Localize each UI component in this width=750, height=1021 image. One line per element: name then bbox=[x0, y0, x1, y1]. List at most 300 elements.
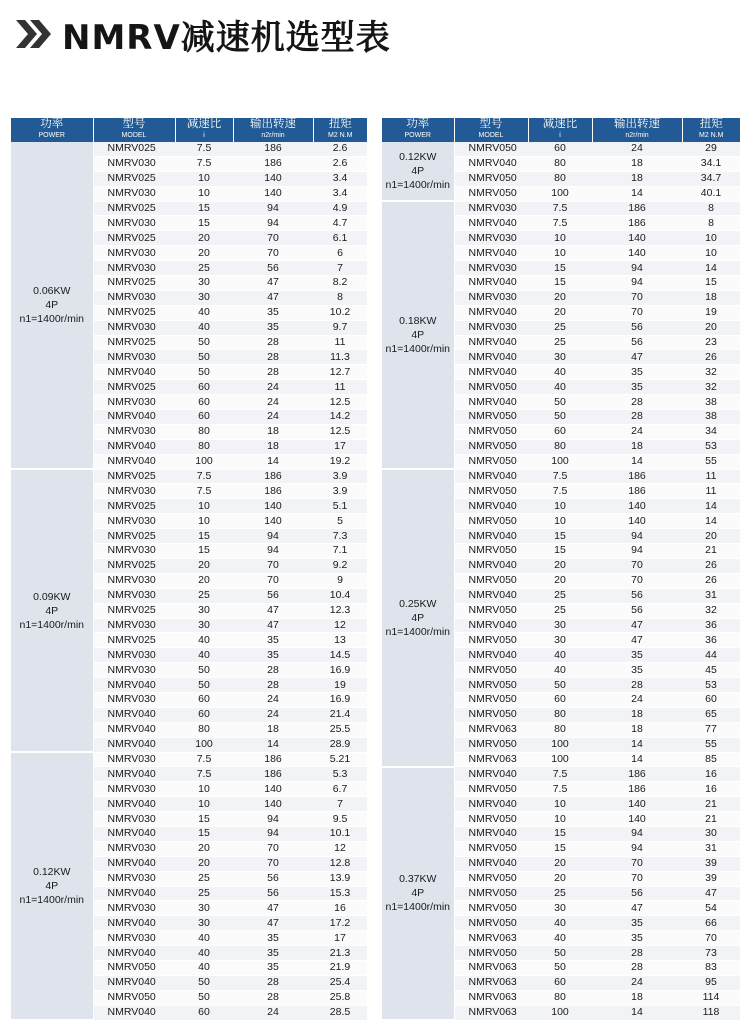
speed-cell: 186 bbox=[233, 484, 313, 499]
ratio-cell: 25 bbox=[175, 588, 233, 603]
ratio-cell: 60 bbox=[175, 395, 233, 410]
power-line: n1=1400r/min bbox=[385, 901, 450, 914]
torque-cell: 20 bbox=[682, 529, 740, 544]
torque-cell: 32 bbox=[682, 365, 740, 380]
speed-cell: 186 bbox=[592, 484, 682, 499]
model-cell: NMRV030 bbox=[454, 320, 528, 335]
speed-cell: 24 bbox=[592, 692, 682, 707]
torque-cell: 44 bbox=[682, 648, 740, 663]
ratio-cell: 15 bbox=[528, 276, 592, 291]
torque-cell: 6 bbox=[313, 246, 367, 261]
torque-cell: 70 bbox=[682, 931, 740, 946]
torque-cell: 38 bbox=[682, 410, 740, 425]
model-cell: NMRV040 bbox=[93, 946, 175, 961]
ratio-cell: 25 bbox=[528, 603, 592, 618]
speed-cell: 94 bbox=[233, 216, 313, 231]
model-cell: NMRV025 bbox=[93, 558, 175, 573]
speed-cell: 47 bbox=[233, 916, 313, 931]
ratio-cell: 80 bbox=[528, 171, 592, 186]
model-cell: NMRV050 bbox=[454, 678, 528, 693]
torque-cell: 12.5 bbox=[313, 395, 367, 410]
ratio-cell: 10 bbox=[175, 186, 233, 201]
speed-cell: 14 bbox=[592, 454, 682, 469]
torque-cell: 16 bbox=[682, 767, 740, 782]
ratio-cell: 7.5 bbox=[175, 156, 233, 171]
table-header-row bbox=[11, 118, 367, 142]
speed-cell: 186 bbox=[592, 469, 682, 484]
ratio-cell: 50 bbox=[175, 365, 233, 380]
torque-cell: 73 bbox=[682, 946, 740, 961]
power-line: n1=1400r/min bbox=[19, 313, 84, 326]
power-line: 4P bbox=[45, 299, 59, 312]
torque-cell: 18 bbox=[682, 290, 740, 305]
power-line: 4P bbox=[411, 612, 425, 624]
table-row bbox=[382, 767, 740, 782]
model-cell: NMRV040 bbox=[454, 246, 528, 261]
speed-cell: 28 bbox=[233, 335, 313, 350]
ratio-cell: 100 bbox=[528, 186, 592, 201]
ratio-cell: 25 bbox=[528, 886, 592, 901]
model-cell: NMRV040 bbox=[93, 410, 175, 425]
model-cell: NMRV040 bbox=[93, 767, 175, 782]
power-cell bbox=[382, 767, 454, 1020]
torque-cell: 6.7 bbox=[313, 782, 367, 797]
ratio-cell: 25 bbox=[528, 335, 592, 350]
speed-cell: 94 bbox=[592, 544, 682, 559]
speed-cell: 140 bbox=[592, 812, 682, 827]
model-cell: NMRV040 bbox=[93, 439, 175, 454]
power-cell bbox=[382, 469, 454, 767]
ratio-cell: 10 bbox=[528, 514, 592, 529]
speed-cell: 47 bbox=[592, 633, 682, 648]
selection-table-right bbox=[382, 118, 740, 1021]
ratio-cell: 80 bbox=[528, 990, 592, 1005]
ratio-cell: 80 bbox=[175, 424, 233, 439]
speed-cell: 140 bbox=[592, 514, 682, 529]
model-cell: NMRV040 bbox=[454, 350, 528, 365]
ratio-cell: 40 bbox=[175, 648, 233, 663]
ratio-cell: 7.5 bbox=[528, 782, 592, 797]
power-line: 0.06KW bbox=[33, 285, 71, 298]
torque-cell: 4.9 bbox=[313, 201, 367, 216]
torque-cell: 36 bbox=[682, 633, 740, 648]
table-row bbox=[11, 752, 367, 767]
model-cell: NMRV040 bbox=[454, 216, 528, 231]
model-cell: NMRV063 bbox=[454, 990, 528, 1005]
speed-cell: 24 bbox=[592, 975, 682, 990]
model-cell: NMRV030 bbox=[93, 186, 175, 201]
ratio-cell: 10 bbox=[175, 782, 233, 797]
model-cell: NMRV050 bbox=[454, 871, 528, 886]
speed-cell: 14 bbox=[592, 752, 682, 767]
table-header-row bbox=[382, 118, 740, 142]
model-cell: NMRV050 bbox=[454, 692, 528, 707]
model-cell: NMRV063 bbox=[454, 931, 528, 946]
torque-cell: 19 bbox=[313, 678, 367, 693]
speed-cell: 94 bbox=[592, 529, 682, 544]
model-cell: NMRV063 bbox=[454, 752, 528, 767]
torque-cell: 5.21 bbox=[313, 752, 367, 767]
speed-cell: 56 bbox=[233, 886, 313, 901]
torque-cell: 26 bbox=[682, 350, 740, 365]
speed-cell: 35 bbox=[592, 916, 682, 931]
speed-cell: 18 bbox=[592, 171, 682, 186]
speed-cell: 24 bbox=[233, 692, 313, 707]
model-cell: NMRV040 bbox=[93, 856, 175, 871]
ratio-cell: 15 bbox=[175, 529, 233, 544]
model-cell: NMRV040 bbox=[93, 1005, 175, 1020]
torque-cell: 28.9 bbox=[313, 737, 367, 752]
speed-cell: 28 bbox=[592, 410, 682, 425]
speed-cell: 186 bbox=[592, 767, 682, 782]
power-cell bbox=[382, 201, 454, 469]
speed-cell: 28 bbox=[233, 663, 313, 678]
model-cell: NMRV030 bbox=[454, 201, 528, 216]
torque-cell: 3.4 bbox=[313, 186, 367, 201]
model-cell: NMRV030 bbox=[93, 395, 175, 410]
speed-cell: 70 bbox=[592, 856, 682, 871]
ratio-cell: 10 bbox=[175, 514, 233, 529]
torque-cell: 53 bbox=[682, 439, 740, 454]
ratio-cell: 15 bbox=[528, 529, 592, 544]
torque-cell: 21 bbox=[682, 812, 740, 827]
speed-cell: 70 bbox=[592, 290, 682, 305]
model-cell: NMRV025 bbox=[93, 171, 175, 186]
speed-cell: 70 bbox=[592, 871, 682, 886]
power-line: 4P bbox=[411, 329, 425, 342]
speed-cell: 47 bbox=[592, 618, 682, 633]
power-line: 0.37KW bbox=[399, 873, 437, 886]
model-cell: NMRV030 bbox=[93, 648, 175, 663]
speed-cell: 140 bbox=[592, 499, 682, 514]
speed-cell: 94 bbox=[233, 529, 313, 544]
ratio-cell: 60 bbox=[528, 692, 592, 707]
model-cell: NMRV040 bbox=[454, 365, 528, 380]
model-cell: NMRV050 bbox=[454, 142, 528, 156]
model-cell: NMRV050 bbox=[454, 886, 528, 901]
torque-cell: 31 bbox=[682, 588, 740, 603]
power-line: n1=1400r/min bbox=[385, 343, 450, 356]
column-header-power: 功率 POWER bbox=[382, 118, 454, 142]
ratio-cell: 10 bbox=[528, 812, 592, 827]
table-row bbox=[382, 142, 740, 156]
table-row bbox=[382, 201, 740, 216]
ratio-cell: 100 bbox=[528, 454, 592, 469]
model-cell: NMRV025 bbox=[93, 603, 175, 618]
model-cell: NMRV030 bbox=[93, 290, 175, 305]
speed-cell: 47 bbox=[233, 290, 313, 305]
ratio-cell: 30 bbox=[175, 618, 233, 633]
speed-cell: 94 bbox=[592, 826, 682, 841]
ratio-cell: 40 bbox=[528, 931, 592, 946]
ratio-cell: 100 bbox=[175, 737, 233, 752]
ratio-cell: 30 bbox=[528, 901, 592, 916]
speed-cell: 35 bbox=[233, 931, 313, 946]
model-cell: NMRV040 bbox=[454, 826, 528, 841]
model-cell: NMRV050 bbox=[454, 410, 528, 425]
torque-cell: 34.7 bbox=[682, 171, 740, 186]
model-cell: NMRV040 bbox=[454, 558, 528, 573]
model-cell: NMRV030 bbox=[93, 246, 175, 261]
ratio-cell: 20 bbox=[528, 558, 592, 573]
ratio-cell: 7.5 bbox=[528, 767, 592, 782]
model-cell: NMRV040 bbox=[93, 707, 175, 722]
speed-cell: 35 bbox=[592, 931, 682, 946]
torque-cell: 25.8 bbox=[313, 990, 367, 1005]
torque-cell: 14.5 bbox=[313, 648, 367, 663]
ratio-cell: 20 bbox=[175, 558, 233, 573]
ratio-cell: 7.5 bbox=[528, 201, 592, 216]
ratio-cell: 30 bbox=[528, 618, 592, 633]
speed-cell: 47 bbox=[592, 350, 682, 365]
speed-cell: 47 bbox=[592, 901, 682, 916]
speed-cell: 140 bbox=[233, 171, 313, 186]
speed-cell: 70 bbox=[233, 856, 313, 871]
model-cell: NMRV040 bbox=[93, 797, 175, 812]
ratio-cell: 20 bbox=[175, 231, 233, 246]
ratio-cell: 50 bbox=[175, 663, 233, 678]
model-cell: NMRV040 bbox=[93, 454, 175, 469]
speed-cell: 47 bbox=[233, 603, 313, 618]
ratio-cell: 100 bbox=[528, 752, 592, 767]
torque-cell: 32 bbox=[682, 603, 740, 618]
ratio-cell: 30 bbox=[528, 350, 592, 365]
model-cell: NMRV050 bbox=[454, 841, 528, 856]
speed-cell: 28 bbox=[233, 990, 313, 1005]
model-cell: NMRV025 bbox=[93, 305, 175, 320]
model-cell: NMRV025 bbox=[93, 276, 175, 291]
torque-cell: 12.8 bbox=[313, 856, 367, 871]
torque-cell: 12 bbox=[313, 841, 367, 856]
torque-cell: 2.6 bbox=[313, 142, 367, 156]
torque-cell: 9 bbox=[313, 573, 367, 588]
torque-cell: 40.1 bbox=[682, 186, 740, 201]
torque-cell: 26 bbox=[682, 573, 740, 588]
power-line: n1=1400r/min bbox=[385, 179, 450, 192]
torque-cell: 8 bbox=[313, 290, 367, 305]
torque-cell: 9.5 bbox=[313, 812, 367, 827]
torque-cell: 17.2 bbox=[313, 916, 367, 931]
ratio-cell: 20 bbox=[175, 841, 233, 856]
torque-cell: 19.2 bbox=[313, 454, 367, 469]
speed-cell: 18 bbox=[592, 722, 682, 737]
model-cell: NMRV040 bbox=[93, 886, 175, 901]
power-line: n1=1400r/min bbox=[19, 618, 84, 631]
torque-cell: 21.9 bbox=[313, 960, 367, 975]
torque-cell: 16.9 bbox=[313, 663, 367, 678]
speed-cell: 186 bbox=[233, 767, 313, 782]
speed-cell: 186 bbox=[592, 216, 682, 231]
torque-cell: 2.6 bbox=[313, 156, 367, 171]
torque-cell: 10 bbox=[682, 246, 740, 261]
speed-cell: 18 bbox=[592, 156, 682, 171]
ratio-cell: 15 bbox=[528, 544, 592, 559]
ratio-cell: 40 bbox=[528, 916, 592, 931]
speed-cell: 94 bbox=[592, 841, 682, 856]
torque-cell: 45 bbox=[682, 663, 740, 678]
model-cell: NMRV030 bbox=[93, 871, 175, 886]
model-cell: NMRV030 bbox=[454, 290, 528, 305]
model-cell: NMRV030 bbox=[93, 156, 175, 171]
speed-cell: 70 bbox=[233, 573, 313, 588]
torque-cell: 3.9 bbox=[313, 469, 367, 484]
model-cell: NMRV040 bbox=[454, 648, 528, 663]
model-cell: NMRV050 bbox=[454, 424, 528, 439]
model-cell: NMRV063 bbox=[454, 1005, 528, 1020]
ratio-cell: 40 bbox=[175, 633, 233, 648]
speed-cell: 24 bbox=[233, 395, 313, 410]
torque-cell: 118 bbox=[682, 1005, 740, 1020]
torque-cell: 7 bbox=[313, 261, 367, 276]
speed-cell: 94 bbox=[233, 201, 313, 216]
model-cell: NMRV050 bbox=[454, 633, 528, 648]
column-header-torque: 扭矩 M2 N.M bbox=[313, 118, 367, 142]
torque-cell: 17 bbox=[313, 931, 367, 946]
ratio-cell: 50 bbox=[175, 678, 233, 693]
model-cell: NMRV040 bbox=[93, 722, 175, 737]
speed-cell: 14 bbox=[592, 186, 682, 201]
model-cell: NMRV030 bbox=[93, 663, 175, 678]
speed-cell: 35 bbox=[592, 663, 682, 678]
ratio-cell: 20 bbox=[528, 305, 592, 320]
torque-cell: 65 bbox=[682, 707, 740, 722]
torque-cell: 60 bbox=[682, 692, 740, 707]
model-cell: NMRV040 bbox=[454, 588, 528, 603]
torque-cell: 55 bbox=[682, 737, 740, 752]
torque-cell: 25.4 bbox=[313, 975, 367, 990]
ratio-cell: 80 bbox=[528, 156, 592, 171]
ratio-cell: 10 bbox=[528, 246, 592, 261]
ratio-cell: 50 bbox=[175, 335, 233, 350]
ratio-cell: 40 bbox=[528, 380, 592, 395]
model-cell: NMRV050 bbox=[454, 514, 528, 529]
model-cell: NMRV030 bbox=[93, 514, 175, 529]
model-cell: NMRV040 bbox=[454, 856, 528, 871]
model-cell: NMRV040 bbox=[93, 826, 175, 841]
speed-cell: 24 bbox=[592, 424, 682, 439]
power-line: 0.09KW bbox=[33, 590, 71, 603]
ratio-cell: 50 bbox=[175, 350, 233, 365]
torque-cell: 28.5 bbox=[313, 1005, 367, 1020]
speed-cell: 18 bbox=[592, 707, 682, 722]
torque-cell: 21.3 bbox=[313, 946, 367, 961]
speed-cell: 186 bbox=[233, 752, 313, 767]
model-cell: NMRV030 bbox=[454, 261, 528, 276]
speed-cell: 140 bbox=[592, 797, 682, 812]
model-cell: NMRV030 bbox=[93, 261, 175, 276]
column-header-model: 型号 MODEL bbox=[454, 118, 528, 142]
torque-cell: 34.1 bbox=[682, 156, 740, 171]
speed-cell: 28 bbox=[233, 365, 313, 380]
ratio-cell: 10 bbox=[175, 797, 233, 812]
speed-cell: 28 bbox=[233, 350, 313, 365]
speed-cell: 14 bbox=[233, 737, 313, 752]
ratio-cell: 7.5 bbox=[528, 484, 592, 499]
model-cell: NMRV030 bbox=[93, 931, 175, 946]
double-chevron-right-icon bbox=[14, 18, 54, 50]
ratio-cell: 30 bbox=[175, 901, 233, 916]
model-cell: NMRV030 bbox=[93, 350, 175, 365]
speed-cell: 56 bbox=[592, 886, 682, 901]
speed-cell: 35 bbox=[592, 380, 682, 395]
model-cell: NMRV025 bbox=[93, 499, 175, 514]
ratio-cell: 80 bbox=[528, 707, 592, 722]
torque-cell: 114 bbox=[682, 990, 740, 1005]
ratio-cell: 20 bbox=[175, 856, 233, 871]
torque-cell: 16 bbox=[682, 782, 740, 797]
torque-cell: 77 bbox=[682, 722, 740, 737]
torque-cell: 10.2 bbox=[313, 305, 367, 320]
torque-cell: 31 bbox=[682, 841, 740, 856]
model-cell: NMRV040 bbox=[454, 276, 528, 291]
speed-cell: 56 bbox=[233, 871, 313, 886]
speed-cell: 94 bbox=[592, 276, 682, 291]
speed-cell: 18 bbox=[233, 424, 313, 439]
model-cell: NMRV050 bbox=[454, 663, 528, 678]
ratio-cell: 20 bbox=[528, 290, 592, 305]
torque-cell: 8 bbox=[682, 216, 740, 231]
power-cell bbox=[382, 142, 454, 201]
torque-cell: 17 bbox=[313, 439, 367, 454]
model-cell: NMRV040 bbox=[93, 365, 175, 380]
ratio-cell: 15 bbox=[175, 216, 233, 231]
ratio-cell: 60 bbox=[175, 380, 233, 395]
speed-cell: 186 bbox=[592, 782, 682, 797]
ratio-cell: 80 bbox=[175, 439, 233, 454]
speed-cell: 14 bbox=[233, 454, 313, 469]
torque-cell: 9.2 bbox=[313, 558, 367, 573]
model-cell: NMRV030 bbox=[93, 618, 175, 633]
power-line: 0.18KW bbox=[399, 315, 437, 328]
ratio-cell: 15 bbox=[175, 544, 233, 559]
torque-cell: 66 bbox=[682, 916, 740, 931]
speed-cell: 140 bbox=[233, 186, 313, 201]
torque-cell: 11 bbox=[313, 335, 367, 350]
speed-cell: 186 bbox=[233, 142, 313, 156]
ratio-cell: 60 bbox=[175, 1005, 233, 1020]
ratio-cell: 50 bbox=[528, 678, 592, 693]
model-cell: NMRV040 bbox=[454, 305, 528, 320]
speed-cell: 140 bbox=[233, 782, 313, 797]
power-cell bbox=[11, 142, 93, 469]
ratio-cell: 100 bbox=[175, 454, 233, 469]
ratio-cell: 40 bbox=[528, 663, 592, 678]
ratio-cell: 10 bbox=[528, 499, 592, 514]
speed-cell: 35 bbox=[592, 365, 682, 380]
torque-cell: 14 bbox=[682, 499, 740, 514]
ratio-cell: 50 bbox=[528, 946, 592, 961]
speed-cell: 70 bbox=[592, 573, 682, 588]
ratio-cell: 30 bbox=[175, 916, 233, 931]
torque-cell: 14.2 bbox=[313, 410, 367, 425]
speed-cell: 56 bbox=[592, 603, 682, 618]
torque-cell: 47 bbox=[682, 886, 740, 901]
ratio-cell: 30 bbox=[175, 603, 233, 618]
torque-cell: 6.1 bbox=[313, 231, 367, 246]
model-cell: NMRV040 bbox=[454, 499, 528, 514]
torque-cell: 12.3 bbox=[313, 603, 367, 618]
column-header-output-speed: 输出转速 n2r/min bbox=[592, 118, 682, 142]
column-header-power: 功率 POWER bbox=[11, 118, 93, 142]
model-cell: NMRV030 bbox=[93, 544, 175, 559]
model-cell: NMRV050 bbox=[454, 707, 528, 722]
speed-cell: 56 bbox=[592, 320, 682, 335]
model-cell: NMRV030 bbox=[93, 692, 175, 707]
speed-cell: 56 bbox=[233, 588, 313, 603]
ratio-cell: 40 bbox=[528, 365, 592, 380]
torque-cell: 7.1 bbox=[313, 544, 367, 559]
model-cell: NMRV040 bbox=[454, 529, 528, 544]
